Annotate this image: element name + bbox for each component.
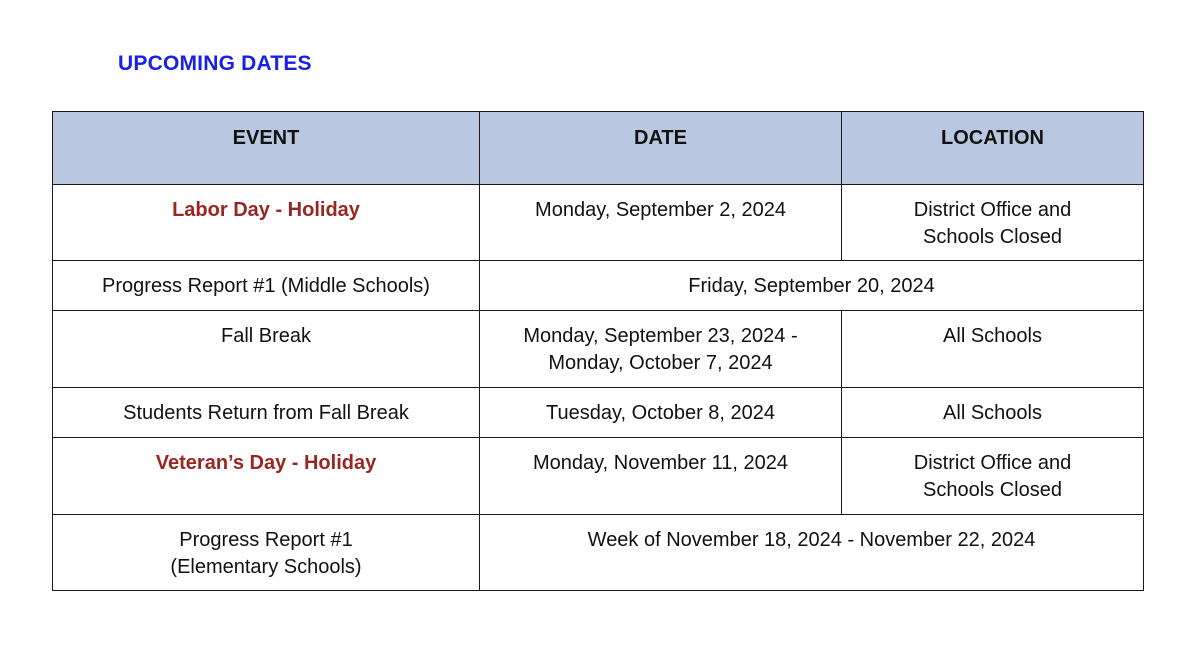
location-cell: All Schools [842, 388, 1144, 438]
upcoming-dates-table [52, 111, 1144, 591]
event-cell: Students Return from Fall Break [53, 388, 480, 438]
event-line: Progress Report #1 [179, 529, 353, 551]
date-cell: Friday, September 20, 2024 [480, 261, 1144, 311]
location-line: District Office and [913, 452, 1072, 474]
table-row [53, 261, 1144, 311]
event-line: (Elementary Schools) [170, 556, 362, 578]
location-line: District Office and [913, 199, 1072, 221]
location-line: Schools Closed [923, 479, 1062, 501]
date-cell: Week of November 18, 2024 - November 22, 2024 [480, 515, 1144, 591]
date-line: Monday, September 23, 2024 - [523, 325, 798, 347]
table-row [53, 515, 1144, 591]
location-line: Schools Closed [923, 226, 1062, 248]
table-row [53, 311, 1144, 388]
event-cell: Labor Day - Holiday [53, 185, 480, 261]
header-date: DATE [480, 112, 842, 185]
date-cell: Tuesday, October 8, 2024 [480, 388, 842, 438]
location-cell [842, 185, 1144, 261]
location-cell: All Schools [842, 311, 1144, 388]
date-cell: Monday, September 2, 2024 [480, 185, 842, 261]
table-row [53, 388, 1144, 438]
event-cell: Progress Report #1 (Middle Schools) [53, 261, 480, 311]
header-location: LOCATION [842, 112, 1144, 185]
date-cell: Monday, November 11, 2024 [480, 438, 842, 515]
header-event: EVENT [53, 112, 480, 185]
event-cell [53, 515, 480, 591]
event-cell: Fall Break [53, 311, 480, 388]
event-cell: Veteran’s Day - Holiday [53, 438, 480, 515]
table-row [53, 438, 1144, 515]
page-heading: UPCOMING DATES [118, 52, 312, 75]
date-cell [480, 311, 842, 388]
location-cell [842, 438, 1144, 515]
table-header-row [53, 112, 1144, 185]
date-line: Monday, October 7, 2024 [548, 352, 773, 374]
table-row [53, 185, 1144, 261]
